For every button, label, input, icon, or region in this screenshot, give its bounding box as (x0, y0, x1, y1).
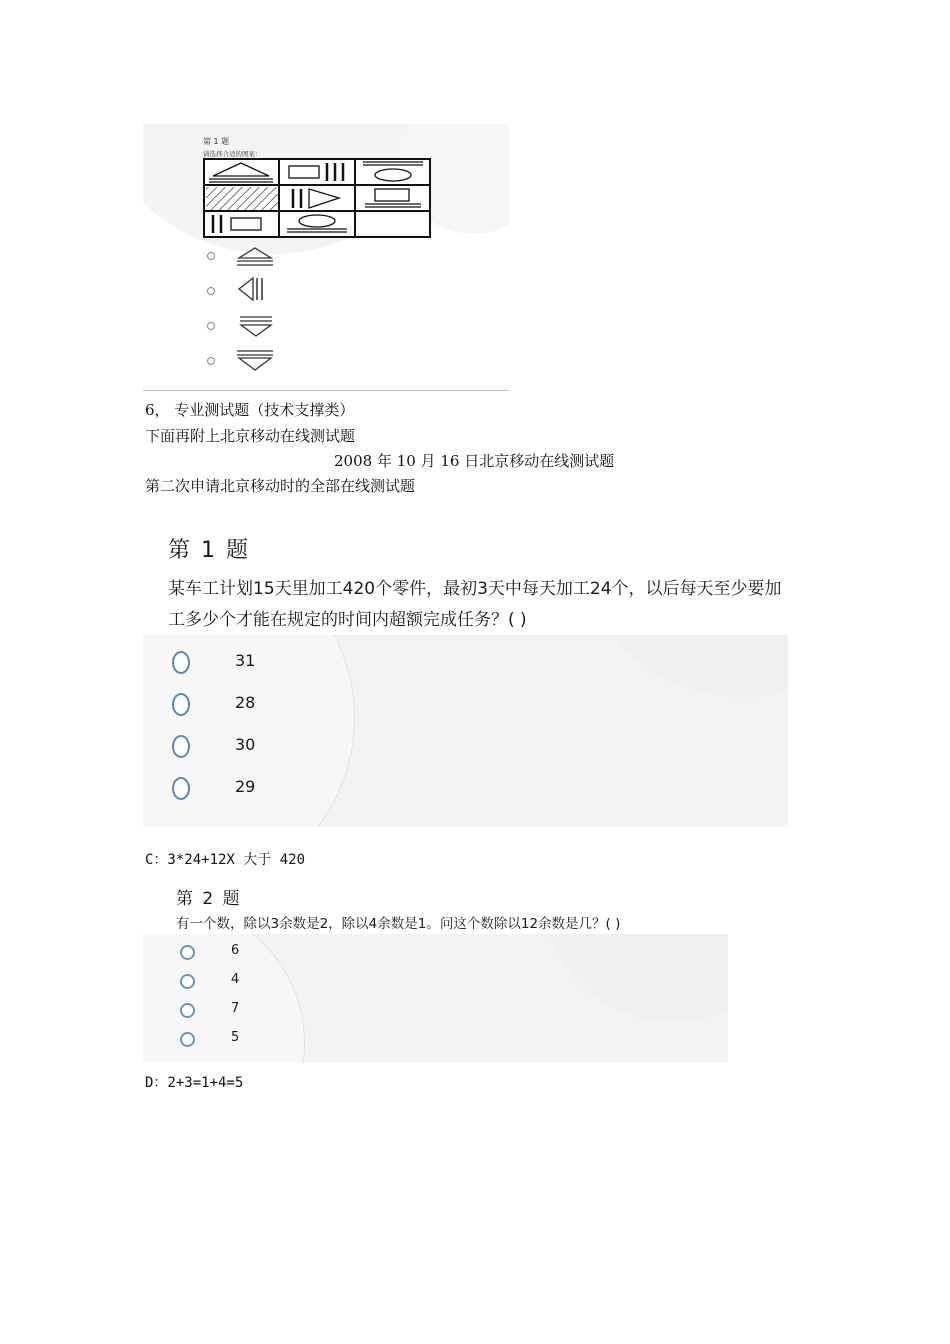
answer-note: C：3*24+12X 大于 420 (145, 852, 306, 868)
intro-line: 下面再附上北京移动在线测试题 (145, 427, 356, 445)
radio-button[interactable] (180, 1003, 195, 1018)
option-label: 29 (235, 777, 256, 796)
radio-button[interactable] (180, 945, 195, 960)
question-title: 第 1 题 (203, 137, 230, 146)
question2-screenshot (143, 872, 728, 1062)
question-text: 有一个数，除以3余数是2，除以4余数是1。问这个数除以12余数是几？( ) (176, 916, 621, 932)
answer-option[interactable] (143, 651, 543, 681)
answer-option[interactable] (143, 945, 443, 965)
answer-option[interactable] (143, 735, 543, 765)
option-radio[interactable] (207, 357, 215, 365)
answer-note: D：2+3=1+4=5 (145, 1075, 244, 1091)
option-label: 28 (235, 693, 256, 712)
option-label: 30 (235, 735, 256, 754)
option-shape-c (237, 314, 277, 340)
option-shape-d (235, 348, 275, 374)
option-radio[interactable] (207, 287, 215, 295)
answer-option[interactable] (143, 1003, 443, 1023)
option-radio[interactable] (207, 252, 215, 260)
option-label: 6 (231, 943, 240, 958)
option-radio[interactable] (207, 322, 215, 330)
question-prompt: 请选择合适的图案： (203, 150, 262, 158)
section-heading: 6， 专业测试题（技术支撑类） (145, 401, 355, 419)
radio-button[interactable] (172, 651, 190, 674)
subheading: 第二次申请北京移动时的全部在线测试题 (145, 477, 416, 495)
radio-button[interactable] (180, 1032, 195, 1047)
option-label: 31 (235, 651, 256, 670)
radio-button[interactable] (172, 777, 190, 800)
question-title: 第 1 题 (168, 538, 250, 563)
option-shape-b (235, 274, 275, 304)
pattern-question-screenshot (143, 124, 509, 386)
radio-button[interactable] (180, 974, 195, 989)
radio-button[interactable] (172, 735, 190, 758)
answer-option[interactable] (143, 1032, 443, 1052)
separator-line (143, 390, 509, 391)
option-label: 7 (231, 1001, 240, 1016)
cell-hatched (206, 187, 278, 210)
question-text: 某车工计划15天里加工420个零件，最初3天中每天加工24个，以后每天至少要加工多少个才能在规定的时间内超额完成任务？( ) (168, 579, 782, 630)
option-label: 4 (231, 972, 240, 987)
option-label: 5 (231, 1030, 240, 1045)
date-heading: 2008 年 10 月 16 日北京移动在线测试题 (334, 452, 615, 470)
answer-option[interactable] (143, 974, 443, 994)
pattern-grid (203, 158, 431, 238)
answer-option[interactable] (143, 693, 543, 723)
option-shape-a (235, 244, 275, 270)
radio-button[interactable] (172, 693, 190, 716)
answer-option[interactable] (143, 777, 543, 807)
question1-screenshot (143, 497, 788, 827)
question-title: 第 2 题 (176, 889, 242, 909)
